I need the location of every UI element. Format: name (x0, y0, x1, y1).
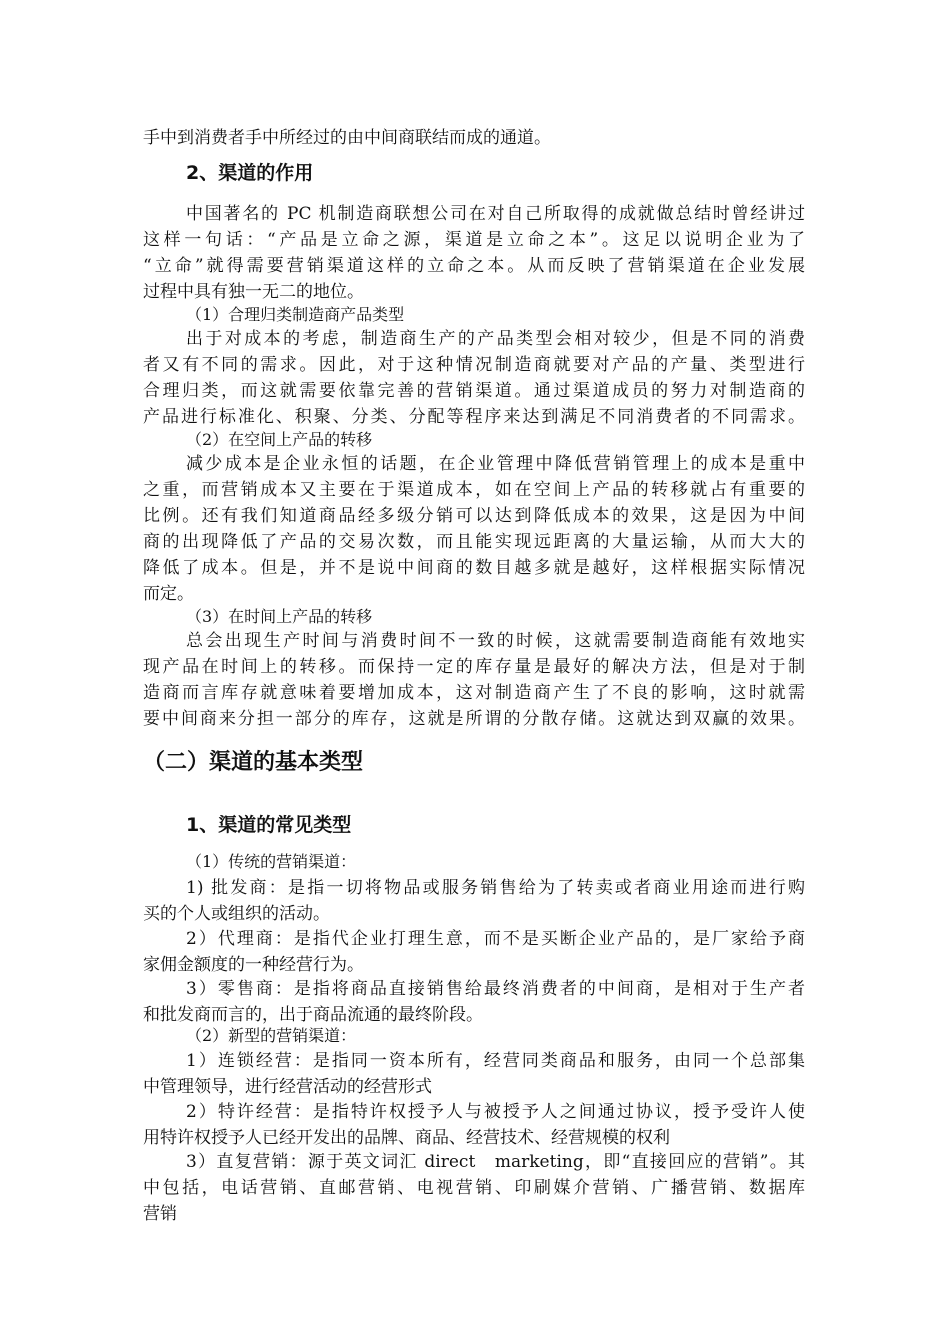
item2-line5: 降低了成本。但是，并不是说中间商的数目越多就是越好，这样根据实际情况 (143, 558, 805, 578)
new-2-line1: 2）特许经营：是指特许权授予人与被授予人之间通过协议，授予受许人使 (186, 1102, 805, 1122)
item2-line4: 商的出现降低了产品的交易次数，而且能实现远距离的大量运输，从而大大的 (143, 532, 805, 552)
item1-title: （1）合理归类制造商产品类型 (186, 305, 405, 324)
chapter-heading: （二）渠道的基本类型 (143, 750, 364, 775)
item2-line3: 比例。还有我们知道商品经多级分销可以达到降低成本的效果，这是因为中间 (143, 506, 805, 526)
item3-line3: 造商而言库存就意味着要增加成本，这对制造商产生了不良的影响，这时就需 (143, 683, 805, 703)
role-para1-line4: 过程中具有独一无二的地位。 (143, 282, 364, 302)
new-1-line2: 中管理领导，进行经营活动的经营形式 (143, 1077, 432, 1097)
role-para1-line1: 中国著名的 PC 机制造商联想公司在对自己所取得的成就做总结时曾经讲过 (186, 204, 805, 224)
trad-3-line1: 3）零售商：是指将商品直接销售给最终消费者的中间商，是相对于生产者 (186, 979, 805, 999)
new-3-line1: 3）直复营销：源于英文词汇 direct marketing，即“直接回应的营销”。其 (186, 1152, 805, 1172)
role-para1-line2: 这样一句话：“产品是立命之源，渠道是立命之本”。这足以说明企业为了 (143, 230, 805, 250)
item1-line1: 出于对成本的考虑，制造商生产的产品类型会相对较少，但是不同的消费 (186, 329, 805, 349)
section-heading-types: 1、渠道的常见类型 (186, 814, 352, 836)
role-para1-line3: “立命”就得需要营销渠道这样的立命之本。从而反映了营销渠道在企业发展 (143, 256, 805, 276)
item3-line2: 现产品在时间上的转移。而保持一定的库存量是最好的解决方法，但是对于制 (143, 657, 805, 677)
new-2-line2: 用特许权授予人已经开发出的品牌、商品、经营技术、经营规模的权利 (143, 1128, 670, 1148)
item1-line2: 者又有不同的需求。因此，对于这种情况制造商就要对产品的产量、类型进行 (143, 355, 805, 375)
new-3-line3: 营销 (143, 1204, 177, 1224)
new-3-line2: 中包括，电话营销、直邮营销、电视营销、印刷媒介营销、广播营销、数据库 (143, 1178, 805, 1198)
item3-title: （3）在时间上产品的转移 (186, 607, 373, 626)
trad-1-line1: 1) 批发商：是指一切将物品或服务销售给为了转卖或者商业用途而进行购 (186, 878, 805, 898)
intro-line: 手中到消费者手中所经过的由中间商联结而成的通道。 (143, 128, 551, 148)
trad-2-line1: 2）代理商：是指代企业打理生意，而不是买断企业产品的，是厂家给予商 (186, 929, 805, 949)
item2-line1: 减少成本是企业永恒的话题，在企业管理中降低营销管理上的成本是重中 (186, 454, 805, 474)
new-1-line1: 1）连锁经营：是指同一资本所有，经营同类商品和服务，由同一个总部集 (186, 1051, 805, 1071)
item1-line4: 产品进行标准化、积聚、分类、分配等程序来达到满足不同消费者的不同需求。 (143, 407, 805, 427)
trad-title: （1）传统的营销渠道： (186, 852, 357, 871)
item1-line3: 合理归类，而这就需要依靠完善的营销渠道。通过渠道成员的努力对制造商的 (143, 381, 805, 401)
item2-line6: 而定。 (143, 584, 194, 604)
new-title: （2）新型的营销渠道： (186, 1026, 357, 1045)
section-heading-role: 2、渠道的作用 (186, 162, 314, 184)
item3-line1: 总会出现生产时间与消费时间不一致的时候，这就需要制造商能有效地实 (186, 631, 805, 651)
item2-line2: 之重，而营销成本又主要在于渠道成本，如在空间上产品的转移就占有重要的 (143, 480, 805, 500)
trad-3-line2: 和批发商而言的，出于商品流通的最终阶段。 (143, 1005, 483, 1025)
trad-1-line2: 买的个人或组织的活动。 (143, 904, 330, 924)
item3-line4: 要中间商来分担一部分的库存，这就是所谓的分散存储。这就达到双赢的效果。 (143, 709, 805, 729)
trad-2-line2: 家佣金额度的一种经营行为。 (143, 955, 364, 975)
item2-title: （2）在空间上产品的转移 (186, 430, 373, 449)
